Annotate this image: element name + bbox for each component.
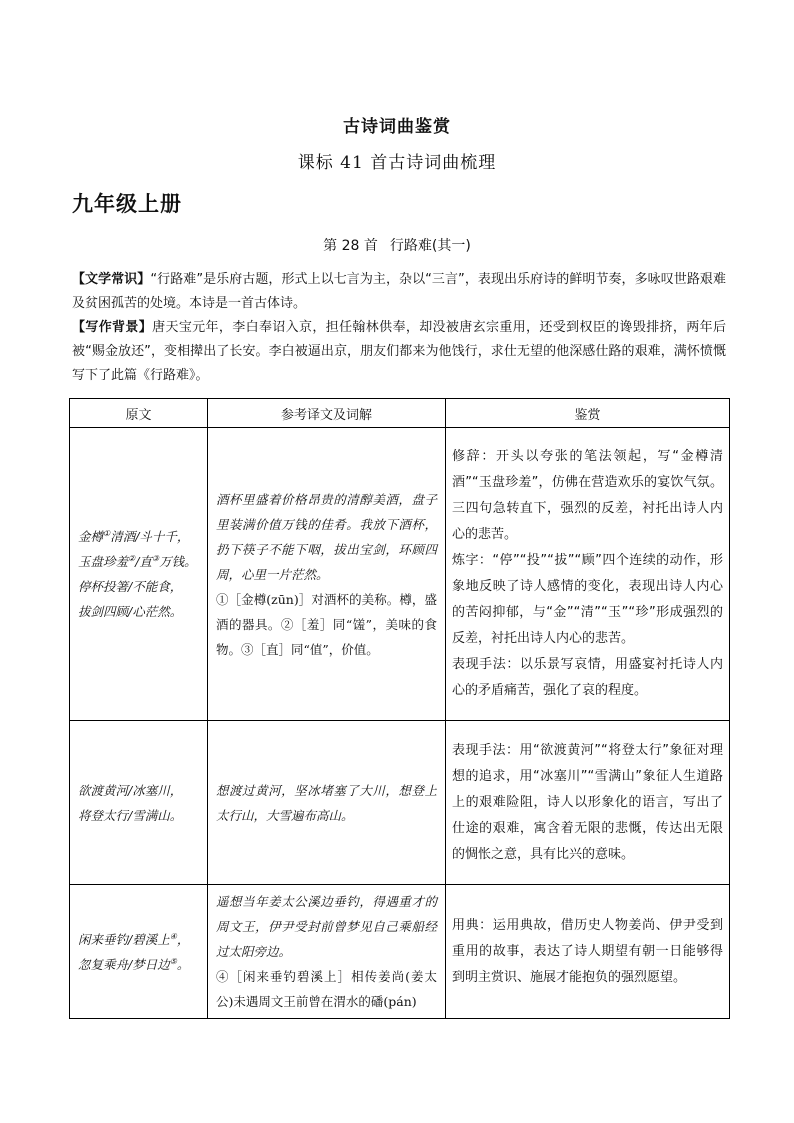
poem-name: 行路难(其一) (389, 238, 471, 254)
appreciation-text: 表现手法：用“欲渡黄河”“将登太行”象征对理想的追求，用“冰塞川”“雪满山”象征人生道路上的艰难险阻，诗人以形象化的语言，写出了仕途的艰难，寓含着无限的悲慨，传达出无限的惆怅之意，具有比兴的意味。 (446, 721, 730, 885)
background-tag: 【写作背景】 (72, 320, 153, 335)
appreciation-text: 用典：运用典故，借历史人物姜尚、伊尹受到重用的故事，表达了诗人期望有朝一日能够得到明主赏识、施展才能抱负的强烈愿望。 (446, 885, 730, 1019)
appreciation-text: 修辞：开头以夸张的笔法领起，写“金樽清酒”“玉盘珍羞”，仿佛在营造欢乐的宴饮气氛。三四句急转直下，强烈的反差，衬托出诗人内心的悲苦。 炼字：“停”“投”“拔”“顾”四个连续的动作，形象地反映了诗人感情的变化，表现出诗人内心的苦闷抑郁，与“金”“清”“玉”“珍”形成强烈的反差，衬托出诗人内心的悲苦。 表现手法：以乐景写哀情，用盛宴衬托诗人内心的矛盾痛苦，强化了哀的程度。 (446, 428, 730, 721)
literature-tag: 【文学常识】 (72, 272, 151, 287)
poem-number: 第 28 首 (323, 238, 378, 254)
table-header-row (70, 399, 730, 428)
table-row (70, 721, 730, 885)
translation-text: 想渡过黄河，坚冰堵塞了大川，想登上太行山，大雪遍布高山。 (208, 721, 446, 885)
poem-heading (0, 235, 794, 255)
header-appreciation: 鉴赏 (446, 399, 730, 428)
word-notes: ①［金樽(zūn)］对酒杯的美称。樽，盛酒的器具。②［羞］同“馐”，美味的食物。③［直］同“值”，价值。 (216, 591, 437, 657)
header-original: 原文 (70, 399, 208, 428)
doc-title: 古诗词曲鉴赏 (343, 117, 451, 137)
translation-text: 遥想当年姜太公溪边垂钓，得遇重才的周文王，伊尹受封前曾梦见自己乘船经过太阳旁边。 ④［闲来垂钓碧溪上］相传姜尚(姜太公)未遇周文王前曾在渭水的磻(pán) (208, 885, 446, 1019)
original-text: 欲渡黄河/冰塞川， 将登太行/雪满山。 (70, 721, 208, 885)
intro-section (72, 268, 726, 388)
table-row (70, 428, 730, 721)
translation-text: 酒杯里盛着价格昂贵的清醇美酒，盘子里装满价值万钱的佳肴。我放下酒杯，扔下筷子不能下咽，拔出宝剑，环顾四周，心里一片茫然。 ①［金樽(zūn)］对酒杯的美称。樽，盛酒的器具。②［羞］同“馐”，美味的食物。③［直］同“值”，价值。 (208, 428, 446, 721)
background-note (72, 316, 726, 388)
table-row (70, 885, 730, 1019)
word-notes: ④［闲来垂钓碧溪上］相传姜尚(姜太公)未遇周文王前曾在渭水的磻(pán) (216, 969, 437, 1009)
literature-note (72, 268, 726, 316)
background-text: 唐天宝元年，李白奉诏入京，担任翰林供奉，却没被唐玄宗重用，还受到权臣的谗毁排挤，两年后被“赐金放还”，变相撵出了长安。李白被逼出京，朋友们都来为他饯行，求仕无望的他深感仕路的艰难，满怀愤慨写下了此篇《行路难》。 (72, 320, 726, 383)
original-text: 金樽①清酒/斗十千， 玉盘珍羞②/直③万钱。 停杯投箸/不能食， 拔剑四顾/心茫然。 (70, 428, 208, 721)
original-text: 闲来垂钓/碧溪上④， 忽复乘舟/梦日边⑤。 (70, 885, 208, 1019)
literature-text: “行路难”是乐府古题，形式上以七言为主，杂以“三言”，表现出乐府诗的鲜明节奏，多咏叹世路艰难及贫困孤苦的处境。本诗是一首古体诗。 (72, 272, 726, 311)
poem-table (69, 398, 730, 1019)
doc-subtitle: 课标 41 首古诗词曲梳理 (297, 153, 497, 173)
header-translation: 参考译文及词解 (208, 399, 446, 428)
grade-heading: 九年级上册 (72, 192, 182, 216)
